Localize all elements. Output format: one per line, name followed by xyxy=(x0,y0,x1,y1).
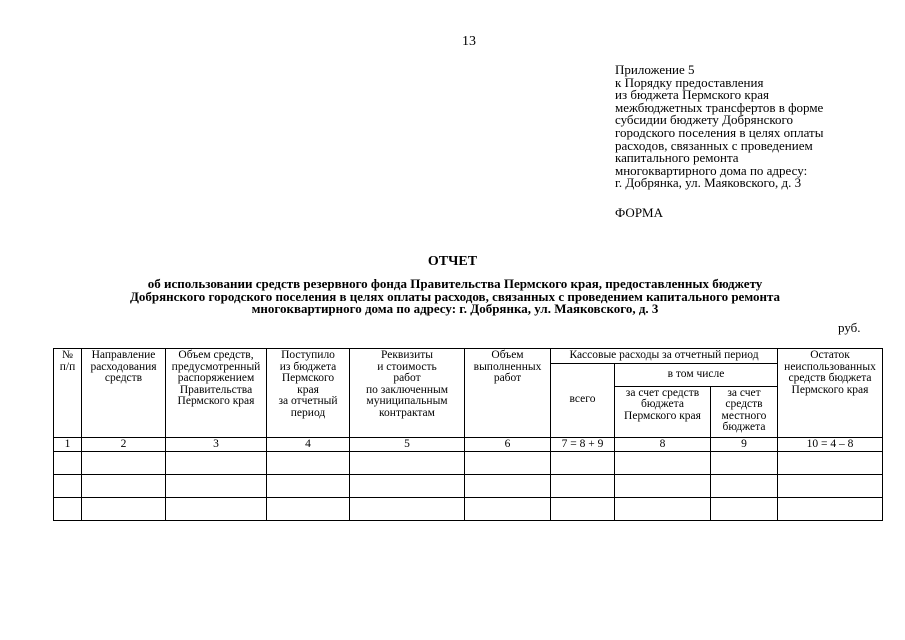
header-cell-including: в том числе xyxy=(615,363,778,386)
table-cell xyxy=(778,475,883,498)
column-number: 2 xyxy=(82,437,166,452)
table-cell xyxy=(54,498,82,521)
appendix-line: субсидии бюджету Добрянского xyxy=(615,112,794,128)
subtitle-line: Добрянского городского поселения в целях оплаты расходов, связанных с проведением капитального ремонта xyxy=(129,288,781,304)
table-cell xyxy=(711,498,778,521)
header-row xyxy=(54,349,883,364)
report-title: ОТЧЕТ xyxy=(427,254,478,269)
appendix-line: капитального ремонта xyxy=(615,150,739,166)
table-cell xyxy=(82,475,166,498)
table-cell xyxy=(711,475,778,498)
form-label: ФОРМА xyxy=(615,205,663,220)
table-cell xyxy=(778,452,883,475)
table-cell xyxy=(551,498,615,521)
header-cell-work-volume: Объем выполненных работ xyxy=(465,349,551,438)
table-row xyxy=(54,498,883,521)
appendix-block xyxy=(615,64,895,190)
table-cell xyxy=(267,498,350,521)
table-cell xyxy=(166,475,267,498)
header-cell-regional-budget: за счет средств бюджета Пермского края xyxy=(615,386,711,437)
column-numbering-row xyxy=(54,437,883,452)
column-number: 4 xyxy=(267,437,350,452)
column-number: 9 xyxy=(711,437,778,452)
table-cell xyxy=(267,452,350,475)
header-cell-balance: Остаток неиспользованных средств бюджета Пермского края xyxy=(778,349,883,438)
header-cell-total: всего xyxy=(551,363,615,437)
table-cell xyxy=(350,475,465,498)
subtitle-line: многоквартирного дома по адресу: г. Добрянка, ул. Маяковского, д. 3 xyxy=(251,301,659,316)
appendix-line: к Порядку предоставления xyxy=(615,74,764,90)
header-cell-local-budget: за счет средств местного бюджета xyxy=(711,386,778,437)
column-number: 3 xyxy=(166,437,267,452)
report-subtitle xyxy=(60,278,850,316)
table-cell xyxy=(350,452,465,475)
appendix-line: г. Добрянка, ул. Маяковского, д. 3 xyxy=(615,175,802,191)
column-number: 7 = 8 + 9 xyxy=(551,437,615,452)
subtitle-line: об использовании средств резервного фонда Правительства Пермского края, предоставленных бюджету xyxy=(147,276,763,291)
table-cell xyxy=(82,452,166,475)
table-cell xyxy=(54,475,82,498)
header-cell-cash-expenses: Кассовые расходы за отчетный период xyxy=(551,349,778,364)
table-cell xyxy=(350,498,465,521)
table-cell xyxy=(82,498,166,521)
table-cell xyxy=(54,452,82,475)
appendix-line: многоквартирного дома по адресу: xyxy=(615,162,808,178)
table-cell xyxy=(166,498,267,521)
header-cell-direction: Направление расходования средств xyxy=(82,349,166,438)
header-cell-volume-funds: Объем средств, предусмотренный распоряжением Правительства Пермского края xyxy=(166,349,267,438)
table-row xyxy=(54,452,883,475)
column-number: 5 xyxy=(350,437,465,452)
table-row xyxy=(54,475,883,498)
table-cell xyxy=(615,475,711,498)
page-number: 13 xyxy=(462,34,476,49)
report-table xyxy=(53,348,883,521)
appendix-line: из бюджета Пермского края xyxy=(615,87,770,103)
table-cell xyxy=(551,452,615,475)
appendix-line: Приложение 5 xyxy=(615,62,695,77)
table-cell xyxy=(166,452,267,475)
table-cell xyxy=(267,475,350,498)
column-number: 10 = 4 – 8 xyxy=(778,437,883,452)
column-number: 1 xyxy=(54,437,82,452)
column-number: 6 xyxy=(465,437,551,452)
appendix-line: городского поселения в целях оплаты xyxy=(615,124,824,140)
table-cell xyxy=(711,452,778,475)
currency-label: руб. xyxy=(838,320,861,335)
appendix-line: межбюджетных трансфертов в форме xyxy=(615,99,824,115)
header-cell-received: Поступило из бюджета Пермского края за отчетный период xyxy=(267,349,350,438)
table-cell xyxy=(778,498,883,521)
appendix-line: расходов, связанных с проведением xyxy=(615,137,813,153)
table-cell xyxy=(465,452,551,475)
column-number: 8 xyxy=(615,437,711,452)
header-cell-number: № п/п xyxy=(54,349,82,438)
table-cell xyxy=(465,475,551,498)
header-cell-contracts: Реквизиты и стоимость работ по заключенным муниципальным контрактам xyxy=(350,349,465,438)
table-cell xyxy=(615,452,711,475)
table-cell xyxy=(465,498,551,521)
table-cell xyxy=(615,498,711,521)
table-cell xyxy=(551,475,615,498)
